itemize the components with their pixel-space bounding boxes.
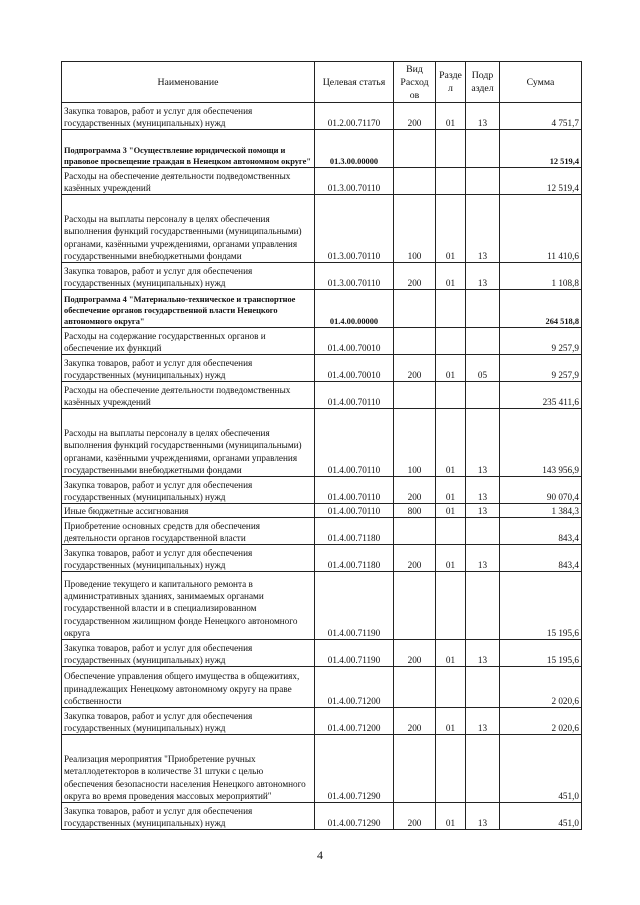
- cell-name: Расходы на выплаты персоналу в целях обеспечения выполнения функций государственными (муниципальными) органами, казёнными учреждениями, органами управления государственными внебюджетными фондами: [62, 195, 315, 263]
- cell-name: Закупка товаров, работ и услуг для обеспечения государственных (муниципальных) нужд: [62, 103, 315, 130]
- cell-name: Проведение текущего и капитального ремонта в административных зданиях, занимаемых органами государственной власти и в специализированном государственном жилищном фонде Ненецкого автономного округа: [62, 572, 315, 640]
- cell-razd: 01: [436, 640, 466, 667]
- cell-code: 01.2.00.71170: [315, 103, 394, 130]
- cell-podr: 13: [466, 195, 500, 263]
- cell-name: Закупка товаров, работ и услуг для обеспечения государственных (муниципальных) нужд: [62, 263, 315, 290]
- cell-vid: 200: [394, 103, 436, 130]
- cell-vid: [394, 130, 436, 168]
- cell-podr: 13: [466, 803, 500, 830]
- cell-podr: 13: [466, 103, 500, 130]
- cell-sum: 11 410,6: [500, 195, 582, 263]
- cell-vid: 800: [394, 504, 436, 518]
- cell-podr: 13: [466, 545, 500, 572]
- cell-razd: [436, 518, 466, 545]
- cell-code: 01.3.00.70110: [315, 168, 394, 195]
- cell-podr: 13: [466, 409, 500, 477]
- cell-razd: [436, 130, 466, 168]
- cell-podr: [466, 382, 500, 409]
- cell-name: Расходы на обеспечение деятельности подведомственных казённых учреждений: [62, 168, 315, 195]
- cell-code: 01.4.00.70110: [315, 477, 394, 504]
- table-row: [62, 328, 582, 355]
- table-row: [62, 355, 582, 382]
- cell-razd: 01: [436, 477, 466, 504]
- cell-sum: 1 108,8: [500, 263, 582, 290]
- cell-name: Подпрограмма 3 "Осуществление юридической помощи и правовое просвещение граждан в Ненецком автономном округе": [62, 130, 315, 168]
- cell-podr: [466, 667, 500, 708]
- cell-code: 01.4.00.71290: [315, 735, 394, 803]
- cell-vid: [394, 328, 436, 355]
- cell-name: Обеспечение управления общего имущества в общежитиях, принадлежащих Ненецкому автономному округу на праве собственности: [62, 667, 315, 708]
- table-row: [62, 103, 582, 130]
- table-row: [62, 545, 582, 572]
- cell-code: 01.4.00.71180: [315, 518, 394, 545]
- cell-razd: [436, 667, 466, 708]
- cell-vid: [394, 518, 436, 545]
- cell-vid: 200: [394, 477, 436, 504]
- cell-vid: [394, 572, 436, 640]
- cell-podr: [466, 735, 500, 803]
- cell-sum: 9 257,9: [500, 328, 582, 355]
- cell-vid: 200: [394, 545, 436, 572]
- cell-name: Подпрограмма 4 "Материально-техническое и транспортное обеспечение органов государственной власти Ненецкого автономного округа": [62, 290, 315, 328]
- cell-podr: 13: [466, 640, 500, 667]
- cell-sum: 4 751,7: [500, 103, 582, 130]
- cell-podr: [466, 518, 500, 545]
- cell-code: 01.3.00.70110: [315, 263, 394, 290]
- cell-razd: [436, 290, 466, 328]
- cell-sum: 843,4: [500, 518, 582, 545]
- header-podrazdel: Подр аздел: [466, 62, 500, 103]
- cell-podr: 13: [466, 504, 500, 518]
- cell-sum: 2 020,6: [500, 667, 582, 708]
- cell-razd: 01: [436, 195, 466, 263]
- cell-sum: 9 257,9: [500, 355, 582, 382]
- cell-name: Расходы на содержание государственных органов и обеспечение их функций: [62, 328, 315, 355]
- cell-razd: 01: [436, 263, 466, 290]
- cell-vid: 200: [394, 640, 436, 667]
- cell-vid: [394, 168, 436, 195]
- table-row: [62, 518, 582, 545]
- cell-podr: 13: [466, 263, 500, 290]
- cell-razd: [436, 735, 466, 803]
- table-row: [62, 382, 582, 409]
- cell-vid: 100: [394, 409, 436, 477]
- cell-code: 01.4.00.71190: [315, 640, 394, 667]
- cell-podr: 05: [466, 355, 500, 382]
- table-row: [62, 130, 582, 168]
- table-row: [62, 667, 582, 708]
- table-row: [62, 708, 582, 735]
- table-row: [62, 803, 582, 830]
- header-code: Целевая статья: [315, 62, 394, 103]
- cell-sum: 235 411,6: [500, 382, 582, 409]
- cell-name: Реализация мероприятия "Приобретение ручных металлодетекторов в количестве 31 штуки с целью обеспечения безопасности населения Ненецкого автономного округа во время проведения массовых мероприятий": [62, 735, 315, 803]
- cell-code: 01.4.00.70010: [315, 355, 394, 382]
- cell-razd: 01: [436, 545, 466, 572]
- cell-code: 01.4.00.70010: [315, 328, 394, 355]
- table-row: [62, 195, 582, 263]
- header-name: Наименование: [62, 62, 315, 103]
- cell-sum: 15 195,6: [500, 640, 582, 667]
- cell-code: 01.4.00.71290: [315, 803, 394, 830]
- cell-podr: [466, 130, 500, 168]
- cell-sum: 451,0: [500, 803, 582, 830]
- cell-razd: 01: [436, 409, 466, 477]
- cell-razd: [436, 382, 466, 409]
- cell-sum: 90 070,4: [500, 477, 582, 504]
- cell-vid: 200: [394, 708, 436, 735]
- table-row: [62, 409, 582, 477]
- cell-sum: 12 519,4: [500, 130, 582, 168]
- cell-code: 01.4.00.70110: [315, 504, 394, 518]
- page-number: 4: [317, 848, 323, 862]
- cell-vid: [394, 290, 436, 328]
- cell-razd: 01: [436, 103, 466, 130]
- cell-razd: [436, 572, 466, 640]
- cell-code: 01.4.00.71200: [315, 708, 394, 735]
- cell-podr: [466, 572, 500, 640]
- cell-vid: 200: [394, 803, 436, 830]
- cell-name: Иные бюджетные ассигнования: [62, 504, 315, 518]
- cell-code: 01.4.00.71200: [315, 667, 394, 708]
- cell-vid: [394, 735, 436, 803]
- cell-razd: 01: [436, 803, 466, 830]
- cell-podr: [466, 328, 500, 355]
- cell-code: 01.3.00.70110: [315, 195, 394, 263]
- cell-vid: [394, 382, 436, 409]
- budget-table: [61, 61, 582, 830]
- cell-name: Закупка товаров, работ и услуг для обеспечения государственных (муниципальных) нужд: [62, 355, 315, 382]
- cell-name: Закупка товаров, работ и услуг для обеспечения государственных (муниципальных) нужд: [62, 708, 315, 735]
- table-row: [62, 572, 582, 640]
- cell-vid: 100: [394, 195, 436, 263]
- cell-vid: [394, 667, 436, 708]
- table-row: [62, 290, 582, 328]
- cell-code: 01.4.00.71190: [315, 572, 394, 640]
- table-row: [62, 735, 582, 803]
- cell-razd: 01: [436, 504, 466, 518]
- cell-name: Приобретение основных средств для обеспечения деятельности органов государственной власти: [62, 518, 315, 545]
- table-row: [62, 168, 582, 195]
- cell-code: 01.4.00.71180: [315, 545, 394, 572]
- cell-code: 01.4.00.70110: [315, 409, 394, 477]
- cell-razd: [436, 168, 466, 195]
- cell-podr: 13: [466, 708, 500, 735]
- table-header: [62, 62, 582, 103]
- cell-razd: 01: [436, 355, 466, 382]
- cell-name: Расходы на выплаты персоналу в целях обеспечения выполнения функций государственными (муниципальными) органами, казёнными учреждениями, органами управления государственными внебюджетными фондами: [62, 409, 315, 477]
- cell-sum: 143 956,9: [500, 409, 582, 477]
- cell-code: 01.4.00.70110: [315, 382, 394, 409]
- cell-podr: [466, 168, 500, 195]
- cell-code: 01.3.00.00000: [315, 130, 394, 168]
- table-row: [62, 263, 582, 290]
- cell-sum: 451,0: [500, 735, 582, 803]
- cell-sum: 15 195,6: [500, 572, 582, 640]
- table-row: [62, 640, 582, 667]
- header-vid: Вид Расход ов: [394, 62, 436, 103]
- cell-sum: 12 519,4: [500, 168, 582, 195]
- cell-vid: 200: [394, 263, 436, 290]
- cell-podr: [466, 290, 500, 328]
- cell-podr: 13: [466, 477, 500, 504]
- cell-name: Закупка товаров, работ и услуг для обеспечения государственных (муниципальных) нужд: [62, 803, 315, 830]
- cell-name: Закупка товаров, работ и услуг для обеспечения государственных (муниципальных) нужд: [62, 545, 315, 572]
- cell-sum: 264 518,8: [500, 290, 582, 328]
- cell-name: Закупка товаров, работ и услуг для обеспечения государственных (муниципальных) нужд: [62, 477, 315, 504]
- table-row: [62, 477, 582, 504]
- header-sum: Сумма: [500, 62, 582, 103]
- cell-razd: 01: [436, 708, 466, 735]
- table-row: [62, 504, 582, 518]
- cell-razd: [436, 328, 466, 355]
- cell-sum: 843,4: [500, 545, 582, 572]
- cell-code: 01.4.00.00000: [315, 290, 394, 328]
- cell-name: Расходы на обеспечение деятельности подведомственных казённых учреждений: [62, 382, 315, 409]
- cell-sum: 2 020,6: [500, 708, 582, 735]
- cell-sum: 1 384,3: [500, 504, 582, 518]
- cell-name: Закупка товаров, работ и услуг для обеспечения государственных (муниципальных) нужд: [62, 640, 315, 667]
- header-razdel: Разде л: [436, 62, 466, 103]
- cell-vid: 200: [394, 355, 436, 382]
